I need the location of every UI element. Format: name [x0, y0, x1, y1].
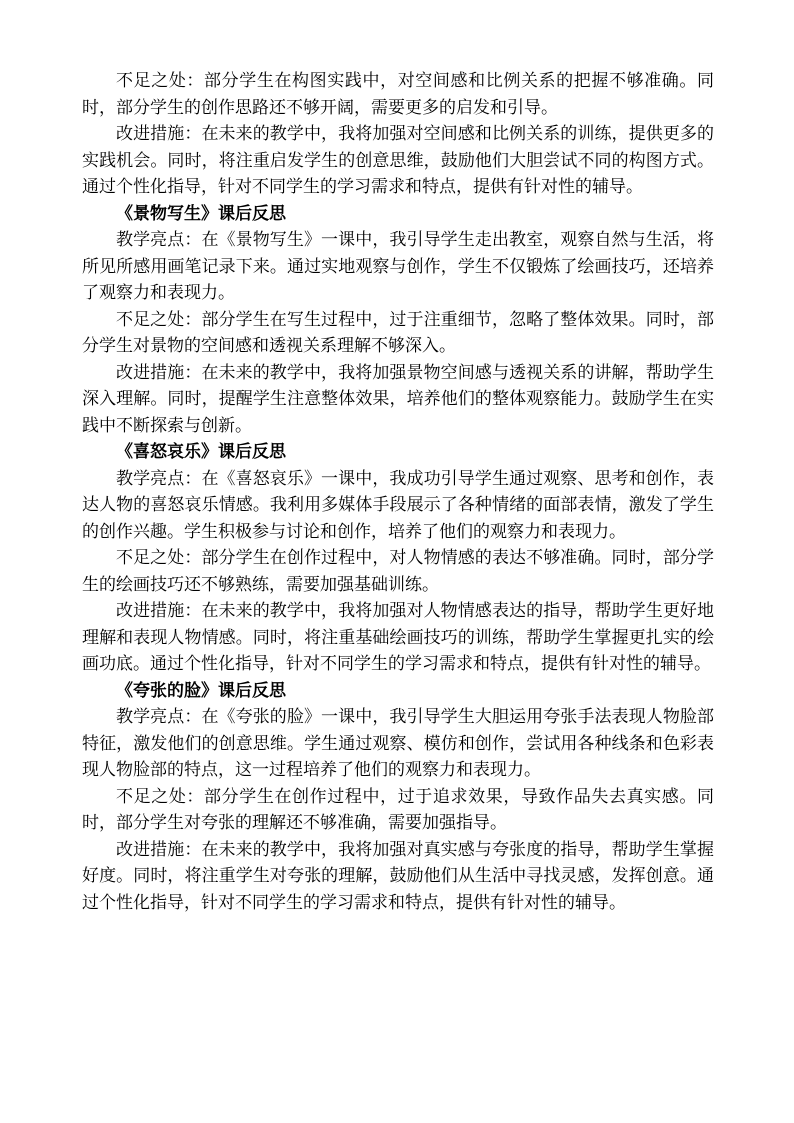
document-page	[82, 0, 714, 1123]
paragraph-shortcomings: 不足之处：部分学生在构图实践中，对空间感和比例关系的把握不够准确。同时，部分学生的创作思路还不够开阔，需要更多的启发和引导。	[82, 71, 714, 118]
paragraph-highlights: 教学亮点：在《景物写生》一课中，我引导学生走出教室，观察自然与生活，将所见所感用画笔记录下来。通过实地观察与创作，学生不仅锻炼了绘画技巧，还培养了观察力和表现力。	[82, 230, 714, 303]
paragraph-improvements: 改进措施：在未来的教学中，我将加强对空间感和比例关系的训练，提供更多的实践机会。同时，将注重启发学生的创意思维，鼓励他们大胆尝试不同的构图方式。通过个性化指导，针对不同学生的学习需求和特点，提供有针对性的辅导。	[82, 124, 714, 197]
paragraph-shortcomings: 不足之处：部分学生在创作过程中，对人物情感的表达不够准确。同时，部分学生的绘画技巧还不够熟练，需要加强基础训练。	[82, 548, 714, 595]
paragraph-improvements: 改进措施：在未来的教学中，我将加强对真实感与夸张度的指导，帮助学生掌握好度。同时，将注重学生对夸张的理解，鼓励他们从生活中寻找灵感，发挥创意。通过个性化指导，针对不同学生的学习需求和特点，提供有针对性的辅导。	[82, 839, 714, 913]
section-heading: 《喜怒哀乐》课后反思	[116, 442, 286, 462]
paragraph-highlights: 教学亮点：在《夸张的脸》一课中，我引导学生大胆运用夸张手法表现人物脸部特征，激发他们的创意思维。学生通过观察、模仿和创作，尝试用各种线条和色彩表现人物脸部的特点，这一过程培养了他们的观察力和表现力。	[82, 707, 714, 780]
document-content	[82, 0, 714, 916]
section-heading: 《夸张的脸》课后反思	[116, 680, 286, 701]
paragraph-improvements: 改进措施：在未来的教学中，我将加强景物空间感与透视关系的讲解，帮助学生深入理解。同时，提醒学生注意整体效果，培养他们的整体观察能力。鼓励学生在实践中不断探索与创新。	[82, 362, 714, 436]
section-heading: 《景物写生》课后反思	[116, 203, 286, 224]
paragraph-improvements: 改进措施：在未来的教学中，我将加强对人物情感表达的指导，帮助学生更好地理解和表现人物情感。同时，将注重基础绘画技巧的训练，帮助学生掌握更扎实的绘画功底。通过个性化指导，针对不同学生的学习需求和特点，提供有针对性的辅导。	[82, 601, 714, 674]
paragraph-shortcomings: 不足之处：部分学生在创作过程中，过于追求效果，导致作品失去真实感。同时，部分学生对夸张的理解还不够准确，需要加强指导。	[82, 786, 714, 833]
paragraph-shortcomings: 不足之处：部分学生在写生过程中，过于注重细节，忽略了整体效果。同时，部分学生对景物的空间感和透视关系理解不够深入。	[82, 309, 714, 356]
paragraph-highlights: 教学亮点：在《喜怒哀乐》一课中，我成功引导学生通过观察、思考和创作，表达人物的喜怒哀乐情感。我利用多媒体手段展示了各种情绪的面部表情，激发了学生的创作兴趣。学生积极参与讨论和创作，培养了他们的观察力和表现力。	[82, 468, 714, 542]
